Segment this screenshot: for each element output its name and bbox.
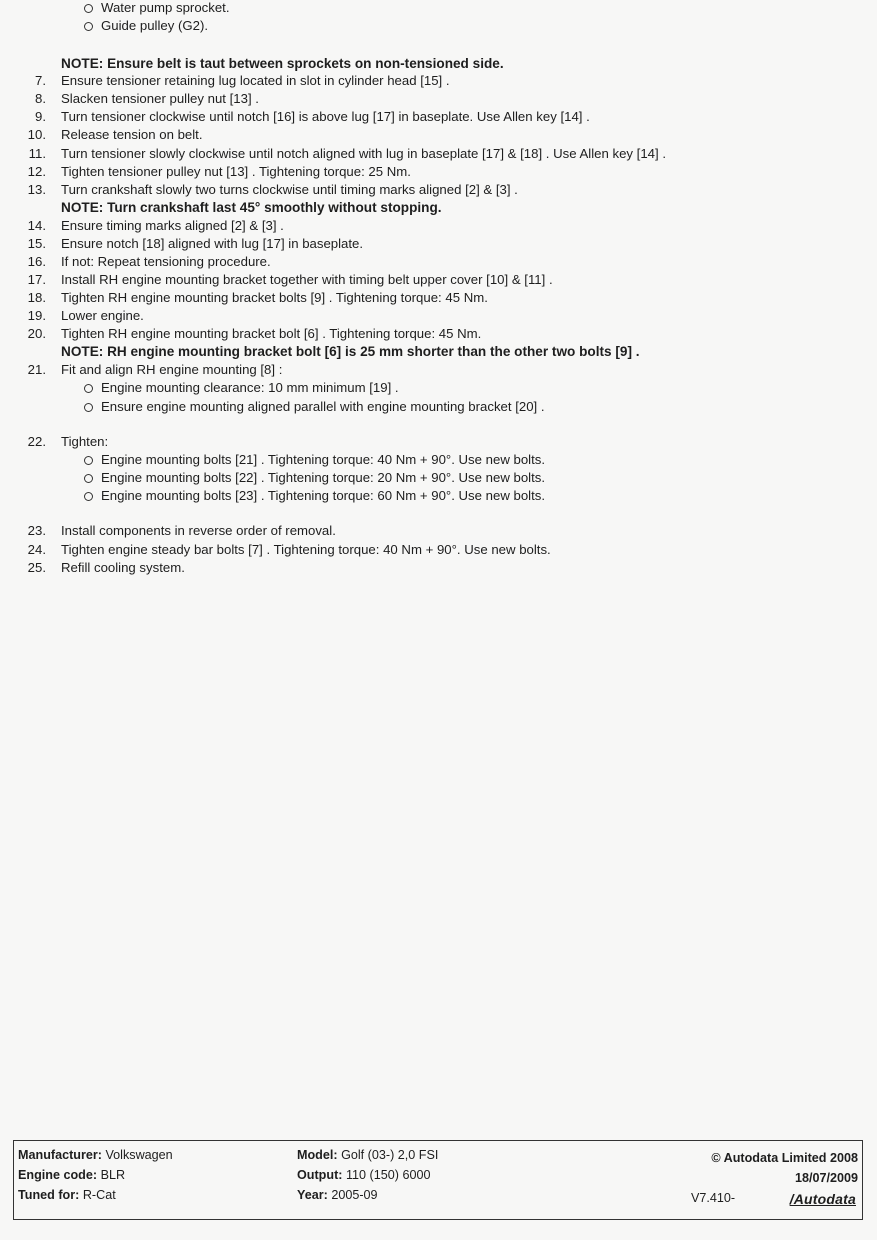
bullet-icon [84,4,93,13]
bullet-icon [84,492,93,501]
document-page: Water pump sprocket. Guide pulley (G2). NOTE: Ensure belt is taut between sprockets on non-tensioned side. 7. Ensure tensioner retaining lug located in slot in cylinder head [15] . 8. Slacken tensioner pulley nut [13] . 9. Turn tensioner clockwise until notch [16] is above lug [17] in baseplate. Use Allen key [14] . 10. Release tension on belt. 11. Turn tensioner slowly clockwise until notch aligned with lug in baseplate [17] & [18] . Use Allen key [14] . 12. Tighten tensioner pulley nut [13] . Tightening torque: 25 Nm. 13. Turn crankshaft slowly two turns clockwise until timing marks aligned [2] & [3] . NOTE: Turn crankshaft last 45° smoothly without stopping. 14. Ensure timing marks aligned [2] & [3] . 15. Ensure notch [18] aligned with lug [17] in baseplate. 16. If not: Repeat tensioning procedure. 17. Install RH engine mounting bracket together with timing belt upper cover [10] & [11] . 18. Tighten RH engine mounting bracket bolts [9] . Tightening torque: 45 Nm. 19. Lower engine. 20. Tighten RH engine mounting bracket bolt [6] . Tightening torque: 45 Nm. NOTE: RH engine mounting bracket bolt [6] is 25 mm shorter than the other two bolts [9] . 21. Fit and align RH engine mounting [8] : Engine mounting clearance: 10 mm minimum [19] . Ensure engine mounting aligned parallel with engine mounting bracket [20] . 22. Tighten: Engine mounting bolts [21] . Tightening torque: 40 Nm + 90°. Use new bolts. Engine mounting bolts [22] . Tightening torque: 20 Nm + 90°. Use new bolts. Engine mounting bolts [23] . Tightening torque: 60 Nm + 90°. Use new bolts. 23. Install components in reverse order of removal. 24. Tighten engine steady bar bolts [7] . Tightening torque: 40 Nm + 90°. Use new bolts. 25. Refill cooling system. Manufacturer: Volkswagen Engine code: BLR Tuned for: R-Cat Model: Golf (03-) 2,0 FSI Output: 110 (150) 6000 Year: 2005-09 © Autodata Limited 2008 18/07/2009 V7.410- /Autodata [0,0,877,1240]
manufacturer-row: Manufacturer: Volkswagen [18,1148,173,1162]
model-row: Model: Golf (03-) 2,0 FSI [297,1148,439,1162]
bullet-icon [84,474,93,483]
note: NOTE: Turn crankshaft last 45° smoothly without stopping. [61,200,442,215]
output-row: Output: 110 (150) 6000 [297,1168,431,1182]
bullet-icon [84,22,93,31]
footer-info-box [13,1140,863,1220]
bullet-icon [84,403,93,412]
year-row: Year: 2005-09 [297,1188,378,1202]
autodata-logo: /Autodata [789,1191,856,1207]
version-label: V7.410- [691,1191,736,1205]
note: NOTE: Ensure belt is taut between sprockets on non-tensioned side. [61,56,504,71]
bullet-icon [84,384,93,393]
tuned-for-row: Tuned for: R-Cat [18,1188,116,1202]
note: NOTE: RH engine mounting bracket bolt [6] is 25 mm shorter than the other two bolts [9] . [61,344,640,359]
print-date: 18/07/2009 [794,1171,858,1185]
copyright: © Autodata Limited 2008 [711,1151,858,1165]
engine-code-row: Engine code: BLR [18,1168,126,1182]
bullet-icon [84,456,93,465]
